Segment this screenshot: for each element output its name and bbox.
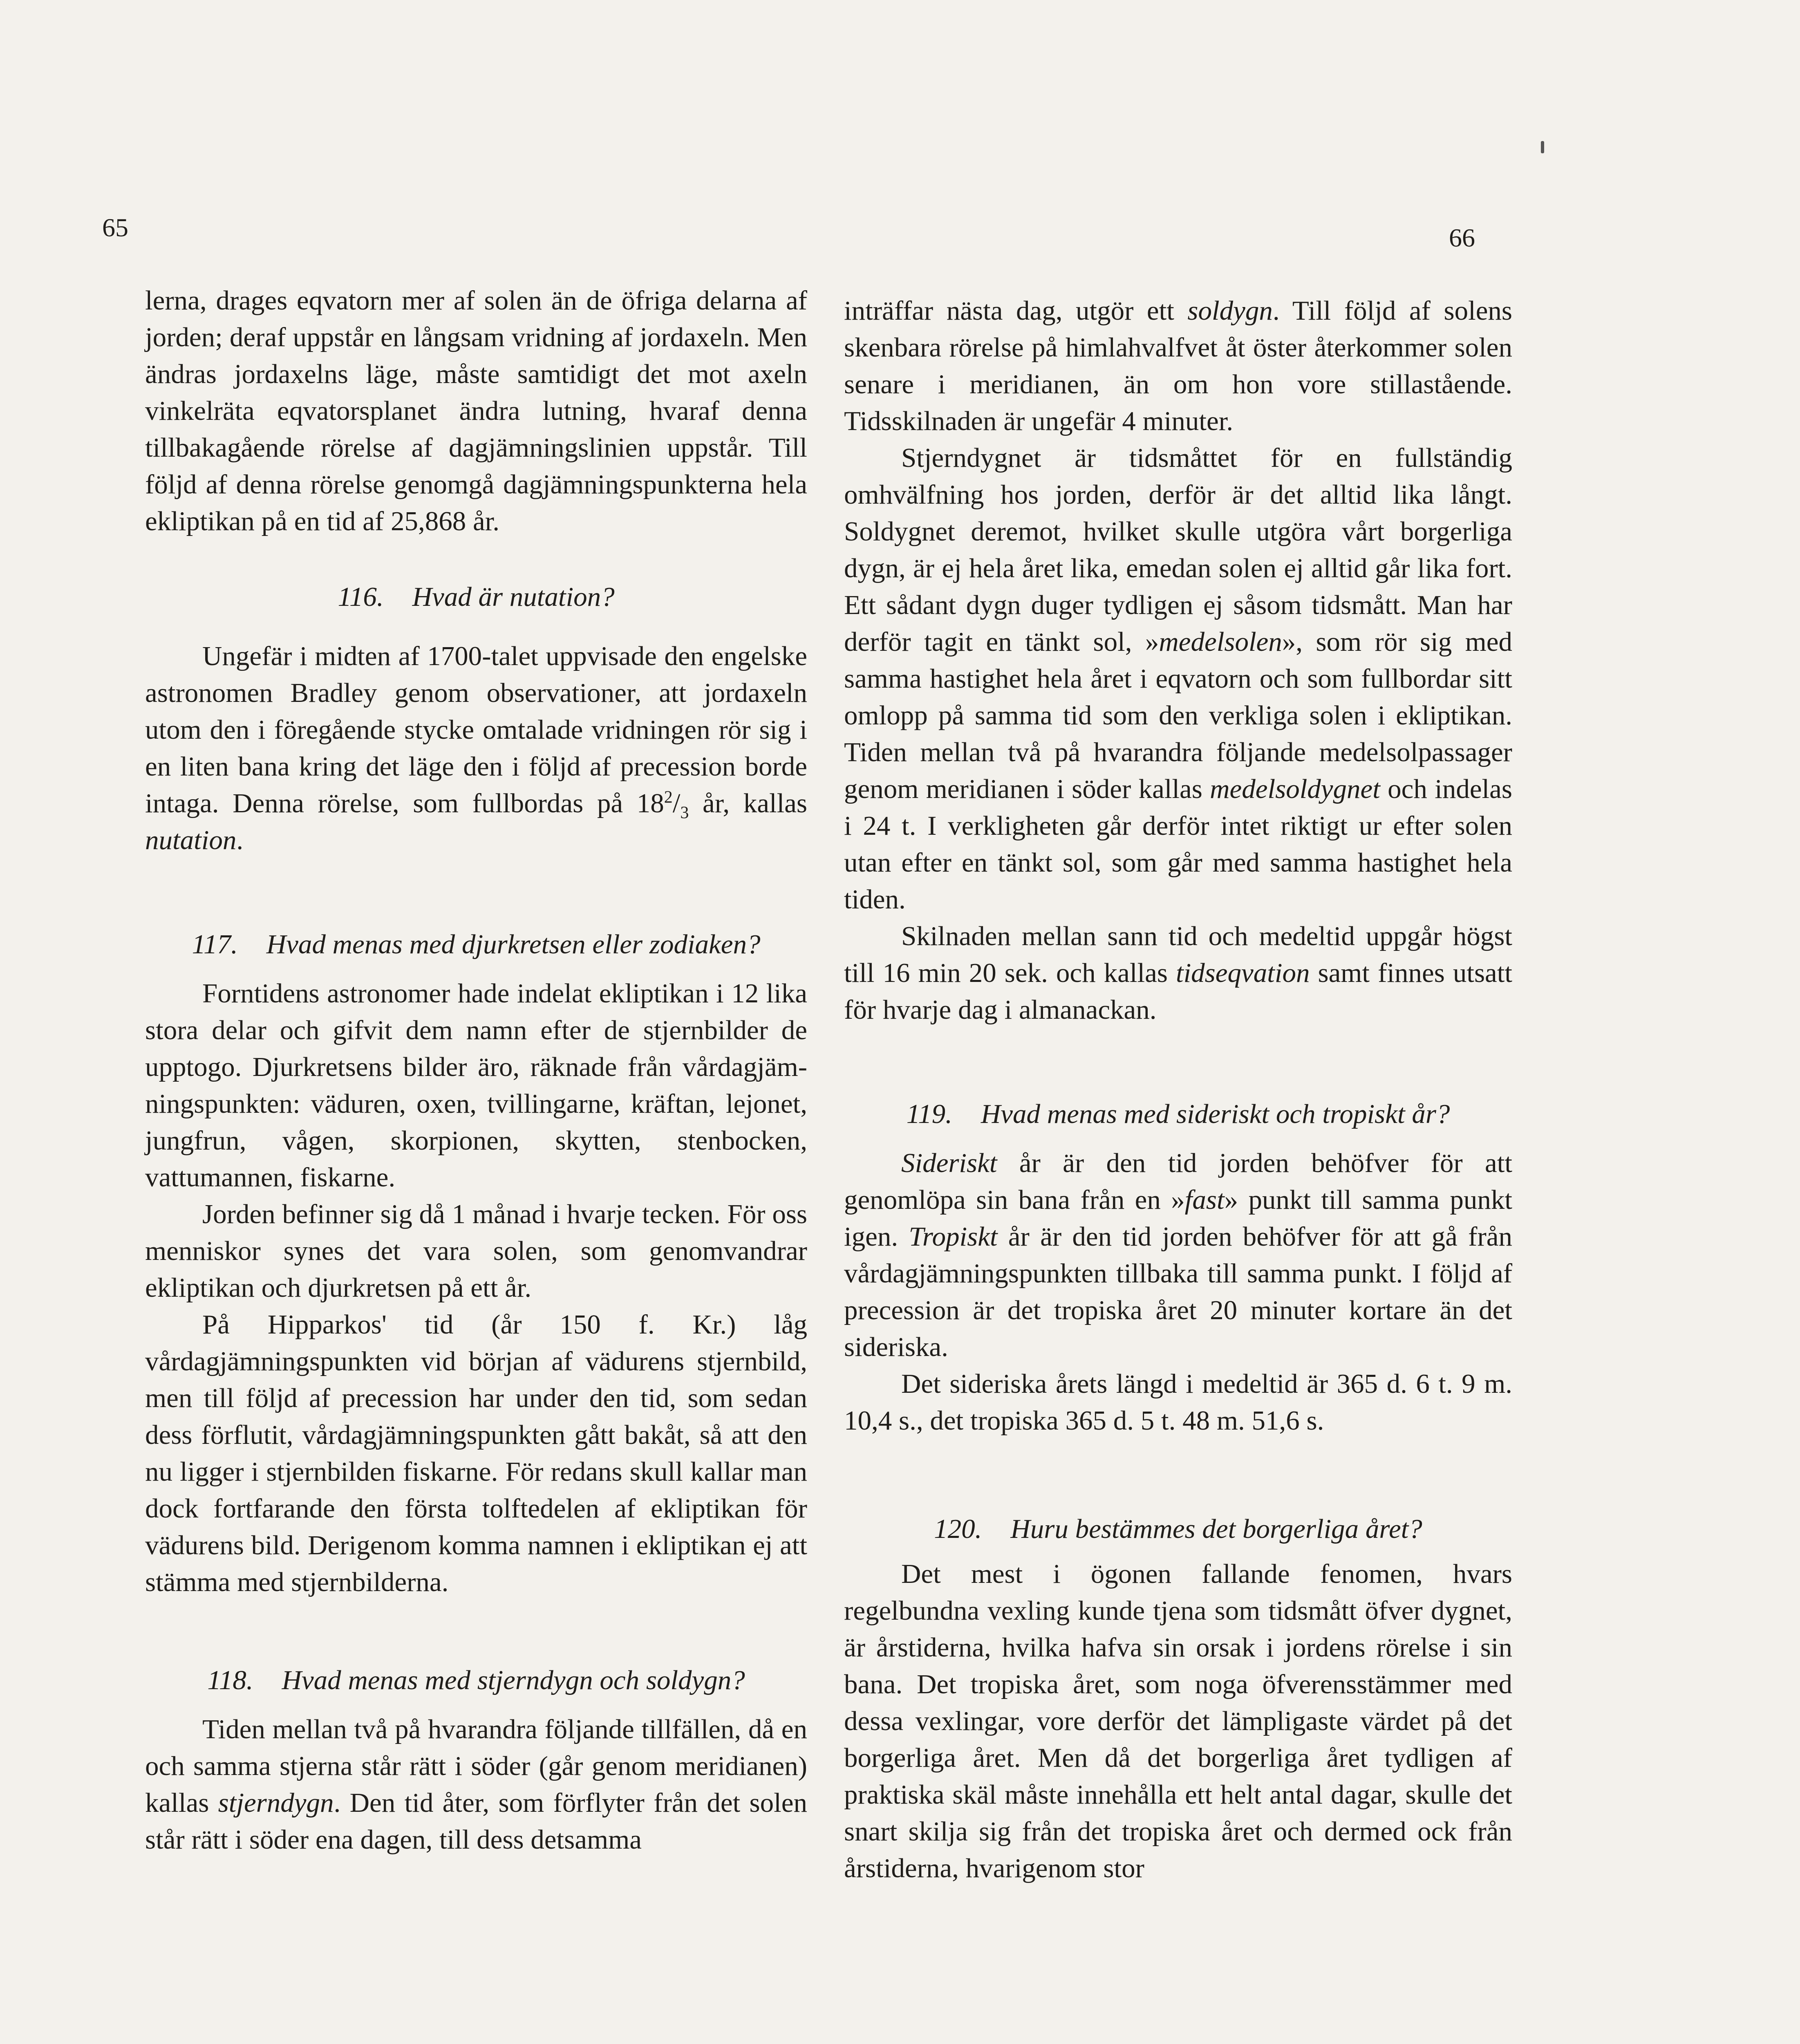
answer-118-paragraph: Tiden mellan två på hvarandra följande tillfällen, då en och samma stjerna står rätt i söder (går genom meridianen) kallas stjerndygn. Den tid åter, som förflyter från det solen står rätt i söder ena dagen, till dess detsamma [145, 1714, 807, 1855]
term-fast: fast [1184, 1185, 1225, 1215]
question-number: 119. [906, 1099, 952, 1129]
question-title: Hvad är nutation? [412, 582, 615, 612]
answer-117-paragraph-1: Forntidens astronomer hade indelat ekliptikan i 12 lika stora delar och gifvit dem namn efter de stjernbilder de upptogo. Djurkretsens bilder äro, räknade från vårdagjämningspunkten: väduren, oxen, tvillingarne, kräftan, lejonet, jungfrun, vågen, skorpionen, skytten, stenbocken, vattumannen, fiskarne. [145, 978, 807, 1192]
question-number: 118. [207, 1665, 253, 1695]
question-title: Huru bestämmes det borgerliga året? [1010, 1514, 1422, 1544]
question-title: Hvad menas med djurkretsen eller zodiaken? [266, 929, 761, 959]
question-116-heading [145, 578, 807, 615]
fraction-denominator: 3 [680, 803, 689, 823]
paragraph-continued: inträffar nästa dag, utgör ett soldygn. Till följd af solens skenbara rörelse på himlahvalfvet åt öster återkommer solen senare i meridianen, än om hon vore stillastående. Tidsskilnaden är ungefär 4 minuter. [844, 296, 1513, 436]
left-column [145, 282, 807, 1858]
answer-119-paragraph-2: Det sideriska årets längd i medeltid är 365 d. 6 t. 9 m. 10,4 s., det tropiska 365 d. 5 t. 48 m. 51,6 s. [844, 1369, 1512, 1436]
question-title: Hvad menas med sideriskt och tropiskt år? [981, 1099, 1450, 1129]
page-number-left: 65 [102, 213, 128, 242]
question-number: 117. [192, 929, 238, 959]
term-medelsolen: medelsolen [1159, 627, 1282, 657]
question-118-heading [145, 1662, 807, 1699]
scan-speck [1541, 141, 1544, 153]
right-column [844, 292, 1512, 1887]
page-number-right: 66 [1449, 223, 1475, 252]
term-nutation: nutation [145, 825, 237, 855]
question-number: 120. [934, 1514, 982, 1544]
term-stjerndygn: stjerndygn [218, 1788, 334, 1818]
question-number: 116. [338, 582, 384, 612]
term-sideriskt: Sideriskt [901, 1148, 997, 1178]
question-119-heading [844, 1096, 1512, 1132]
answer-117-paragraph-3: På Hipparkos' tid (år 150 f. Kr.) låg vårdagjämningspunkten vid början af vädurens stjernbild, men till följd af precession har under den tid, som sedan dess förflutit, vårdagjämningspunkten gått bakåt, så att den nu ligger i stjernbilden fiskarne. För redans skull kallar man dock fortfarande den första tolftedelen af ekliptikan för vädurens bild. Derigenom komma namnen i ekliptikan ej att stämma med stjernbilderna. [145, 1309, 807, 1597]
fraction-numerator: 2 [664, 788, 673, 807]
answer-117-paragraph-2: Jorden befinner sig då 1 månad i hvarje tecken. För oss menniskor synes det vara solen, som genomvandrar ekliptikan och djurkretsen på ett år. [145, 1199, 807, 1303]
answer-118-paragraph-3: Skilnaden mellan sann tid och medeltid uppgår högst till 16 min 20 sek. och kallas tidseqvation samt finnes utsatt för hvarje dag i almanackan. [844, 921, 1512, 1025]
paragraph-continued: lerna, drages eqvatorn mer af solen än de öfriga delarna af jorden; deraf uppstår en långsam vridning af jordaxeln. Men ändras jordaxelns läge, måste samtidigt det mot axeln vinkelräta eqvatorsplanet ändra lutning, hvaraf denna tillbakagående rörelse af dagjämningslinien uppstår. Till följd af denna rörelse genomgå dagjämningspunkterna hela ekliptikan på en tid af 25,868 år. [145, 285, 807, 536]
term-tropiskt: Tropiskt [909, 1221, 998, 1252]
question-120-heading [844, 1511, 1512, 1547]
answer-118-paragraph-2: Stjerndygnet är tidsmåttet för en fullständig omhvälfning hos jorden, derför är det alltid lika långt. Soldygnet deremot, hvilket skulle utgöra vårt borgerliga dygn, är ej hela året lika, emedan solen ej alltid går lika fort. Ett sådant dygn duger tydligen ej såsom tidsmått. Man har derför tagit en tänkt sol, »medelsolen», som rör sig med samma hastighet hela året i eqvatorn och som fullbordar sitt omlopp på samma tid som den verkliga solen i ekliptikan. Tiden mellan två på hvarandra följande medelsolpassager genom meridianen i söder kallas medelsoldygnet och indelas i 24 t. I verkligheten går derför intet riktigt ur efter solen utan efter en tänkt sol, som går med samma hastighet hela tiden. [844, 443, 1512, 914]
term-tidseqvation: tidseqvation [1175, 958, 1310, 988]
answer-116-paragraph: Ungefär i midten af 1700-talet uppvisade den engelske astronomen Bradley genom observationer, att jordaxeln utom den i föregående stycke omtalade vridningen rör sig i en liten bana kring det läge den i följd af precession borde intaga. Denna rörelse, som fullbordas på $18^2/_3$ år, kallas nutation. [145, 641, 807, 855]
answer-120-paragraph: Det mest i ögonen fallande fenomen, hvars regelbundna vexling kunde tjena som tidsmått öfver dygnet, är årstiderna, hvilka hafva sin orsak i jordens rörelse i sin bana. Det tropiska året, som noga öfverensstämmer med dessa vexlingar, vore derför det lämpligaste värdet på det borgerliga året. Men då det borgerliga året tydligen af praktiska skäl måste innehålla ett helt antal dagar, skulle det snart skilja sig från det tropiska året och dermed ock från årstiderna, hvarigenom stor [844, 1559, 1512, 1883]
question-117-heading [145, 926, 807, 963]
term-soldygn: soldygn [1187, 296, 1273, 326]
answer-119-paragraph-1: Sideriskt år är den tid jorden behöfver för att genomlöpa sin bana från en »fast» punkt till samma punkt igen. Tropiskt år är den tid jorden behöfver för att gå från vårdagjämningspunkten tillbaka till samma punkt. I följd af precession är det tropiska året 20 minuter kortare än det sideriska. [844, 1148, 1513, 1362]
question-title: Hvad menas med stjerndygn och soldygn? [282, 1665, 745, 1695]
term-medelsoldygnet: medelsoldygnet [1210, 774, 1380, 804]
